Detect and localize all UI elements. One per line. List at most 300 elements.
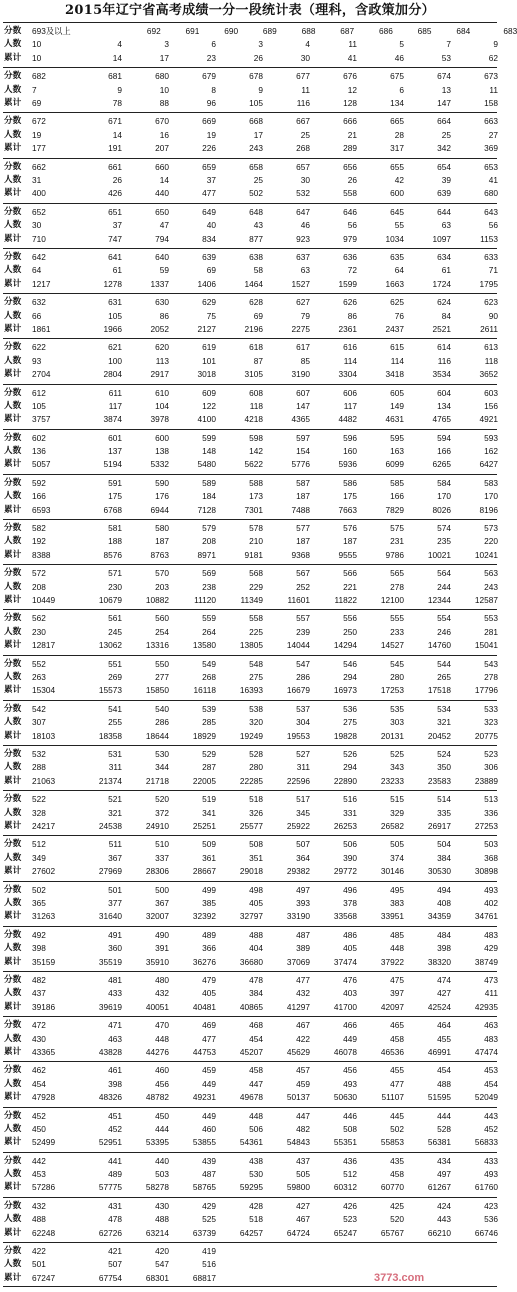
row-label: 分数 [4,1065,22,1076]
table-cell: 351 [249,852,263,863]
table-cell: 320 [249,717,263,728]
table-cell: 360 [108,943,122,954]
row-label: 人数 [4,1259,22,1270]
table-cell: 19553 [286,730,310,741]
table-cell: 408 [437,897,451,908]
table-cell: 688 [301,26,316,36]
table-cell: 30 [300,174,310,185]
table-cell: 575 [390,523,404,534]
table-cell: 542 [32,703,46,714]
table-cell: 59295 [239,1182,263,1193]
table-cell: 138 [155,446,169,457]
cumulative-row [3,956,497,969]
table-cell: 3534 [432,369,451,380]
score-row [3,748,497,761]
score-row [3,929,497,942]
table-cell: 364 [296,852,310,863]
score-row [3,567,497,580]
table-cell: 528 [249,749,263,759]
count-row [3,355,497,368]
table-cell: 40481 [192,1001,216,1012]
table-cell: 32392 [192,911,216,922]
table-cell: 405 [249,897,263,908]
table-cell: 5936 [338,459,357,470]
table-cell: 49231 [192,1092,216,1103]
count-row [3,535,497,548]
table-cell: 176 [155,491,169,502]
table-cell: 11120 [194,595,216,606]
table-cell: 166 [32,491,46,502]
table-cell: 40051 [145,1001,169,1012]
table-cell: 464 [437,1020,451,1031]
table-cell: 532 [296,188,310,199]
table-cell: 42 [394,174,404,185]
table-cell: 577 [296,523,310,534]
row-label: 累计 [4,820,22,831]
table-cell: 441 [108,1155,122,1166]
table-cell: 398 [437,943,451,954]
table-cell: 16 [159,129,169,140]
table-cell: 612 [32,387,46,398]
table-cell: 502 [249,188,263,199]
row-label: 累计 [4,504,22,515]
table-cell: 661 [108,161,122,172]
table-cell: 543 [484,658,498,669]
table-cell: 10882 [145,595,169,606]
table-cell: 26917 [427,820,451,831]
table-cell: 170 [484,491,498,502]
table-cell: 482 [32,974,46,985]
row-label: 累计 [4,1092,22,1103]
table-cell: 531 [108,749,122,759]
table-cell: 17 [159,52,169,63]
table-cell: 22890 [333,775,357,786]
table-cell: 16973 [333,685,357,696]
table-cell: 603 [484,387,498,398]
table-cell: 649 [202,206,216,217]
table-cell: 23233 [380,775,404,786]
table-cell: 13062 [98,640,122,651]
cumulative-row [3,413,497,426]
score-row [3,206,497,219]
table-cell: 15573 [98,685,122,696]
table-cell: 680 [155,71,169,82]
count-row [3,1123,497,1136]
table-cell: 444 [437,1110,451,1121]
table-cell: 321 [437,717,451,728]
table-cell: 372 [155,807,169,818]
table-cell: 402 [484,897,498,908]
table-cell: 493 [343,1078,357,1089]
table-cell: 605 [390,387,404,398]
table-cell: 539 [202,703,216,714]
table-cell: 4 [117,39,122,50]
table-cell: 682 [32,71,46,82]
table-cell: 43365 [32,1046,56,1057]
row-label: 分数 [4,477,22,488]
table-cell: 41 [347,52,357,63]
row-label: 人数 [4,988,22,999]
table-cell: 610 [155,387,169,398]
score-row [3,793,497,806]
table-cell: 68301 [145,1272,169,1283]
table-cell: 483 [484,1033,498,1044]
table-cell: 486 [343,929,357,940]
table-cell: 384 [437,852,451,863]
table-cell: 12587 [474,595,498,606]
row-label: 累计 [4,414,22,425]
table-cell: 525 [202,1214,216,1225]
table-cell: 619 [202,342,216,353]
table-cell: 245 [108,626,122,637]
row-label: 分数 [4,1246,22,1257]
table-cell: 528 [437,1123,451,1134]
table-cell: 2521 [432,323,451,334]
table-cell: 8026 [432,504,451,515]
score-row [3,161,497,174]
score-row [3,703,497,716]
table-cell: 286 [296,672,310,683]
cumulative-row [3,1181,497,1194]
table-cell: 678 [249,71,263,82]
table-cell: 47928 [32,1092,56,1103]
table-cell: 60770 [380,1182,404,1193]
cumulative-row [3,52,497,65]
page-title: 2015年辽宁省高考成绩一分一段统计表（理科，含政策加分） [65,3,435,18]
table-cell: 2052 [150,323,169,334]
table-cell: 429 [484,943,498,954]
table-cell: 557 [296,613,310,624]
table-cell: 521 [108,794,122,805]
table-cell: 606 [343,387,357,398]
table-cell: 37 [112,220,122,231]
table-cell: 26253 [333,820,357,831]
table-cell: 317 [390,143,404,154]
table-cell: 633 [484,251,498,262]
table-cell: 3757 [32,414,51,425]
table-cell: 93 [32,355,42,366]
table-cell: 11822 [334,595,357,606]
table-cell: 254 [155,626,169,637]
row-label: 分数 [4,432,22,443]
table-cell: 277 [155,672,169,683]
score-row [3,1110,497,1123]
table-cell: 59800 [286,1182,310,1193]
table-cell: 614 [437,342,451,353]
table-cell: 366 [202,943,216,954]
table-cell: 11349 [240,595,263,606]
table-cell: 574 [437,523,451,534]
table-block [3,745,497,790]
table-cell: 37 [206,174,216,185]
table-cell: 43828 [98,1046,122,1057]
score-row [3,341,497,354]
table-cell: 35910 [145,956,169,967]
table-cell: 10 [32,52,42,63]
table-cell: 438 [249,1155,263,1166]
table-cell: 336 [484,807,498,818]
table-cell: 663 [484,116,498,127]
table-cell: 233 [390,626,404,637]
table-cell: 208 [32,581,46,592]
table-cell: 611 [108,387,122,398]
table-cell: 42097 [380,1001,404,1012]
table-cell: 187 [155,536,169,547]
row-label: 累计 [4,595,22,606]
table-cell: 96 [206,97,216,108]
table-cell: 337 [155,852,169,863]
table-cell: 48782 [145,1092,169,1103]
table-cell: 33568 [333,911,357,922]
table-cell: 559 [202,613,216,624]
table-block [3,564,497,609]
table-cell: 278 [484,672,498,683]
table-cell: 580 [155,523,169,534]
table-cell: 1406 [197,278,216,289]
table-cell: 268 [296,143,310,154]
table-cell: 275 [249,672,263,683]
table-cell: 26 [112,174,122,185]
table-cell: 105 [32,400,46,411]
row-label: 分数 [4,1110,22,1121]
table-cell: 38320 [427,956,451,967]
row-label: 人数 [4,807,22,818]
table-cell: 367 [108,852,122,863]
table-cell: 426 [343,1200,357,1211]
table-cell: 5776 [291,459,310,470]
table-cell: 21718 [145,775,169,786]
score-row [3,1155,497,1168]
table-cell: 14 [159,174,169,185]
table-cell: 85 [300,355,310,366]
table-cell: 1599 [338,278,357,289]
table-block [3,1152,497,1197]
table-block [3,338,497,383]
table-cell: 555 [390,613,404,624]
table-cell: 208 [202,536,216,547]
table-cell: 3418 [385,369,404,380]
table-cell: 466 [343,1020,357,1031]
table-block [3,293,497,338]
table-cell: 456 [155,1078,169,1089]
table-cell: 69 [32,97,42,108]
table-cell: 37922 [380,956,404,967]
table-cell: 535 [390,703,404,714]
table-cell: 27253 [474,820,498,831]
row-label: 累计 [4,1137,22,1148]
table-cell: 191 [108,143,122,154]
score-row [3,70,497,83]
table-cell: 570 [155,568,169,579]
table-cell: 613 [484,342,498,353]
table-cell: 287 [202,762,216,773]
row-label: 人数 [4,174,22,185]
table-cell: 485 [390,929,404,940]
table-cell: 454 [484,1078,498,1089]
row-label: 分数 [4,387,22,398]
table-cell: 61 [112,265,122,276]
table-cell: 28 [394,129,404,140]
table-cell: 9181 [244,549,263,560]
table-cell: 116 [437,355,451,366]
table-cell: 11 [348,39,357,50]
table-cell: 525 [390,749,404,759]
table-cell: 286 [155,717,169,728]
table-cell: 18358 [98,730,122,741]
table-cell: 660 [155,161,169,172]
table-cell: 8 [211,84,216,95]
score-row [3,387,497,400]
table-cell: 604 [437,387,451,398]
table-block [3,1061,497,1106]
table-cell: 502 [390,1123,404,1134]
table-cell: 10241 [474,549,498,560]
table-cell: 582 [32,523,46,534]
table-cell: 18103 [32,730,56,741]
row-label: 累计 [4,97,22,108]
table-block [3,609,497,654]
table-cell: 46 [300,220,310,231]
table-block [3,67,497,112]
cumulative-row [3,187,497,200]
table-cell: 3978 [150,414,169,425]
table-cell: 39619 [98,1001,122,1012]
table-cell: 3304 [338,369,357,380]
table-cell: 4631 [385,414,404,425]
table-cell: 68817 [192,1272,216,1283]
table-cell: 55351 [333,1137,357,1148]
table-cell: 648 [249,206,263,217]
count-row [3,581,497,594]
table-cell: 25251 [192,820,216,831]
cumulative-row [3,730,497,743]
table-cell: 585 [390,477,404,488]
count-row [3,310,497,323]
score-row [3,1064,497,1077]
count-row [3,219,497,232]
table-cell: 24217 [32,820,56,831]
table-cell: 1097 [432,233,451,244]
table-cell: 477 [202,188,216,199]
table-cell: 23889 [474,775,498,786]
row-label: 累计 [4,1182,22,1193]
table-cell: 593 [484,432,498,443]
table-cell: 632 [32,297,46,308]
table-cell: 683 [503,26,517,36]
table-cell: 25 [253,174,263,185]
row-label: 人数 [4,129,22,140]
table-cell: 5332 [150,459,169,470]
table-cell: 56 [347,220,357,231]
table-cell: 437 [32,988,46,999]
table-cell: 653 [484,161,498,172]
table-cell: 490 [155,929,169,940]
table-cell: 1337 [150,278,169,289]
cumulative-row [3,594,497,607]
table-cell: 454 [249,1033,263,1044]
table-cell: 66210 [427,1227,451,1238]
table-cell: 25 [300,129,310,140]
table-cell: 23583 [427,775,451,786]
table-cell: 58278 [145,1182,169,1193]
table-cell: 4921 [479,414,498,425]
table-cell: 455 [390,1065,404,1076]
row-label: 累计 [4,369,22,380]
table-cell: 221 [343,581,357,592]
cumulative-row [3,368,497,381]
table-cell: 547 [296,658,310,669]
table-cell: 128 [343,97,357,108]
table-cell: 384 [249,988,263,999]
row-label: 人数 [4,310,22,321]
table-cell: 21374 [98,775,122,786]
count-row [3,626,497,639]
table-cell: 158 [484,97,498,108]
table-cell: 63739 [192,1227,216,1238]
table-cell: 684 [456,26,471,36]
table-cell: 472 [32,1020,46,1031]
table-cell: 679 [202,71,216,82]
table-cell: 294 [343,762,357,773]
table-block [3,1016,497,1061]
table-cell: 457 [296,1065,310,1076]
table-cell: 523 [343,1214,357,1225]
table-cell: 615 [390,342,404,353]
table-cell: 668 [249,116,263,127]
table-cell: 506 [343,839,357,850]
table-cell: 134 [390,97,404,108]
table-cell: 41297 [286,1001,310,1012]
table-cell: 331 [343,807,357,818]
row-label: 累计 [4,143,22,154]
table-cell: 685 [417,26,432,36]
table-cell: 156 [484,400,498,411]
table-cell: 583 [484,477,498,488]
table-cell: 5057 [32,459,51,470]
table-cell: 285 [202,717,216,728]
table-cell: 252 [296,581,310,592]
table-cell: 530 [249,1169,263,1180]
table-cell: 19828 [333,730,357,741]
table-cell: 516 [343,794,357,805]
table-cell: 30146 [380,866,404,877]
cumulative-row [3,1001,497,1014]
table-cell: 536 [343,703,357,714]
cumulative-row [3,1136,497,1149]
table-cell: 303 [390,717,404,728]
table-cell: 55 [394,220,404,231]
table-cell: 442 [32,1155,46,1166]
table-cell: 636 [343,251,357,262]
table-cell: 12 [347,84,357,95]
table-cell: 11601 [287,595,310,606]
table-cell: 477 [390,1078,404,1089]
row-label: 人数 [4,762,22,773]
table-cell: 503 [155,1169,169,1180]
table-cell: 2196 [244,323,263,334]
table-cell: 3 [258,39,263,50]
table-cell: 104 [155,400,169,411]
table-cell: 552 [32,658,46,669]
table-cell: 243 [249,143,263,154]
count-row [3,445,497,458]
table-cell: 1278 [103,278,122,289]
table-cell: 433 [108,988,122,999]
table-cell: 567 [296,568,310,579]
table-cell: 662 [32,161,46,172]
count-row [3,761,497,774]
score-row [3,612,497,625]
